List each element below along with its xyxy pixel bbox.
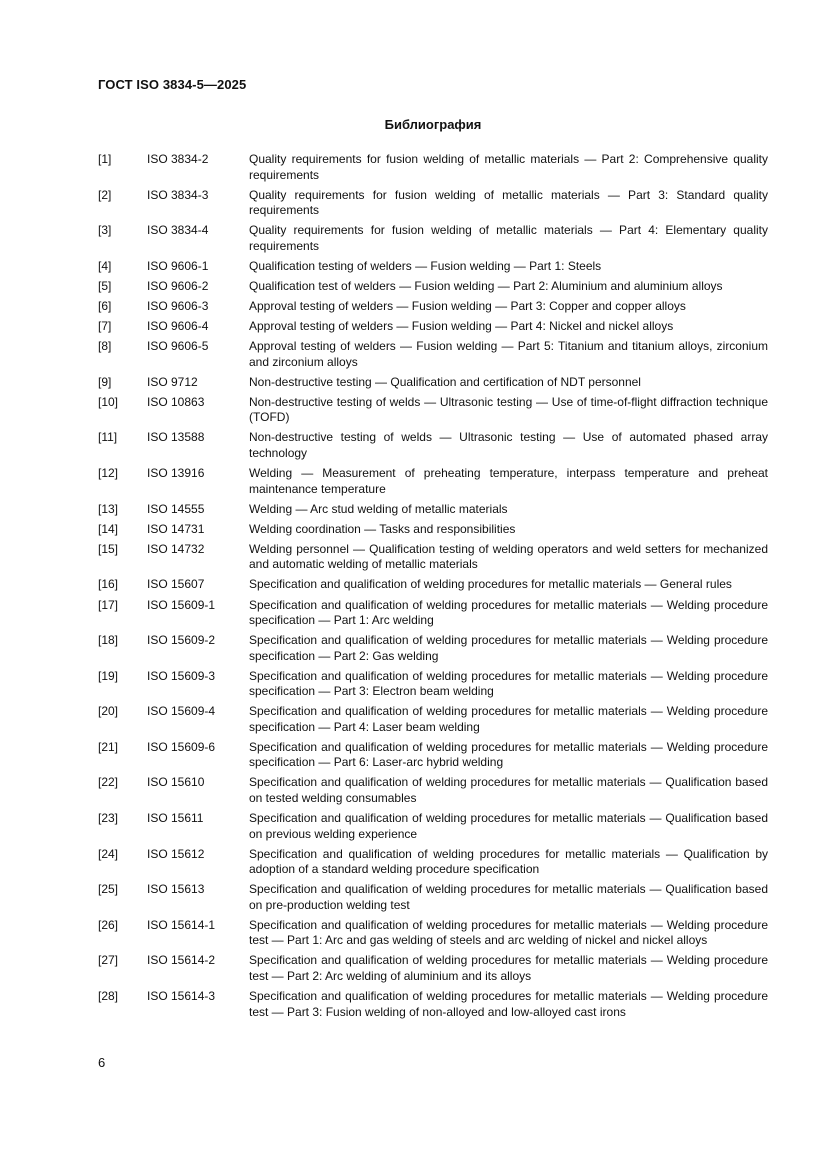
reference-number: [18] (98, 633, 119, 648)
reference-number: [1] (98, 152, 112, 166)
reference-number: [28] (98, 989, 119, 1004)
reference-title: Welding coordination — Tasks and responsibilities (249, 521, 516, 536)
reference-title: Specification and qualification of welding procedures for metallic materials — Welding procedure test — Part 1: Arc and gas welding of steels and arc welding of nickel and nickel alloys (249, 917, 768, 948)
reference-title: Non-destructive testing of welds — Ultrasonic testing — Use of time-of-flight diffraction technique (TOFD) (249, 394, 768, 425)
reference-entry (98, 704, 768, 735)
reference-standard-code: ISO 15609-2 (147, 633, 216, 648)
reference-entry (98, 395, 768, 426)
reference-entry (98, 259, 768, 275)
reference-title: Specification and qualification of welding procedures for metallic materials — Welding procedure test — Part 2: Arc welding of aluminium and its alloys (249, 953, 768, 983)
reference-standard-code: ISO 13916 (147, 466, 205, 481)
reference-standard-code: ISO 3834-2 (147, 152, 209, 166)
reference-entry (98, 502, 768, 518)
reference-title: Approval testing of welders — Fusion welding — Part 4: Nickel and nickel alloys (249, 319, 674, 334)
reference-number: [22] (98, 775, 119, 790)
reference-entry (98, 542, 768, 573)
reference-entry (98, 375, 768, 391)
reference-title: Quality requirements for fusion welding of metallic materials — Part 2: Comprehensive quality requirements (249, 152, 768, 182)
reference-number: [7] (98, 319, 112, 334)
reference-standard-code: ISO 15614-3 (147, 989, 216, 1004)
reference-number: [12] (98, 466, 119, 481)
reference-number: [9] (98, 374, 112, 389)
reference-standard-code: ISO 15612 (147, 846, 205, 861)
reference-title: Specification and qualification of welding procedures for metallic materials — General rules (249, 577, 732, 592)
document-code: ГОСТ ISO 3834-5—2025 (98, 77, 247, 92)
reference-standard-code: ISO 15614-1 (147, 917, 216, 932)
reference-number: [8] (98, 339, 112, 354)
reference-title: Specification and qualification of welding procedures for metallic materials — Qualification by adoption of a standard welding procedure specification (249, 846, 768, 877)
reference-entry (98, 577, 768, 593)
reference-title: Qualification testing of welders — Fusion welding — Part 1: Steels (249, 258, 602, 273)
reference-number: [26] (98, 917, 119, 932)
reference-number: [15] (98, 541, 119, 556)
reference-title: Non-destructive testing — Qualification and certification of NDT personnel (249, 374, 641, 389)
reference-standard-code: ISO 15609-3 (147, 668, 216, 683)
reference-number: [10] (98, 394, 119, 409)
reference-entry (98, 152, 768, 183)
reference-number: [27] (98, 953, 119, 968)
reference-entry (98, 953, 768, 984)
reference-title: Specification and qualification of welding procedures for metallic materials — Welding procedure specification — Part 6: Laser-arc hybrid welding (249, 739, 768, 770)
reference-title: Specification and qualification of welding procedures for metallic materials — Qualification based on tested welding consumables (249, 775, 768, 805)
bibliography-list (98, 152, 768, 1025)
reference-entry (98, 430, 768, 461)
reference-title: Welding — Measurement of preheating temperature, interpass temperature and preheat maintenance temperature (249, 466, 768, 496)
reference-number: [14] (98, 521, 119, 536)
reference-standard-code: ISO 15611 (147, 811, 204, 826)
reference-number: [2] (98, 187, 112, 202)
reference-number: [24] (98, 846, 119, 861)
reference-title: Specification and qualification of welding procedures for metallic materials — Welding procedure specification — Part 1: Arc welding (249, 597, 768, 627)
reference-standard-code: ISO 15613 (147, 882, 205, 897)
reference-entry (98, 633, 768, 664)
reference-standard-code: ISO 10863 (147, 394, 205, 409)
reference-standard-code: ISO 3834-3 (147, 187, 209, 202)
reference-entry (98, 669, 768, 700)
reference-number: [16] (98, 577, 119, 592)
reference-standard-code: ISO 13588 (147, 430, 205, 445)
reference-number: [5] (98, 278, 112, 293)
reference-standard-code: ISO 9712 (147, 374, 198, 389)
reference-entry (98, 989, 768, 1020)
reference-title: Approval testing of welders — Fusion welding — Part 3: Copper and copper alloys (249, 298, 686, 313)
reference-standard-code: ISO 9606-1 (147, 258, 209, 273)
reference-number: [13] (98, 501, 119, 516)
reference-entry (98, 598, 768, 629)
reference-entry (98, 279, 768, 295)
reference-standard-code: ISO 9606-4 (147, 319, 209, 334)
reference-number: [20] (98, 704, 119, 719)
reference-title: Quality requirements for fusion welding of metallic materials — Part 4: Elementary quality requirements (249, 223, 768, 253)
reference-number: [4] (98, 258, 112, 273)
reference-entry (98, 775, 768, 806)
reference-entry (98, 466, 768, 497)
reference-number: [21] (98, 739, 119, 754)
reference-standard-code: ISO 14731 (147, 521, 205, 536)
reference-number: [25] (98, 882, 119, 897)
reference-entry (98, 223, 768, 254)
reference-number: [17] (98, 597, 119, 612)
reference-entry (98, 918, 768, 949)
reference-entry (98, 740, 768, 771)
reference-standard-code: ISO 15609-1 (147, 597, 216, 612)
reference-standard-code: ISO 3834-4 (147, 223, 209, 238)
reference-entry (98, 339, 768, 370)
reference-standard-code: ISO 9606-5 (147, 339, 209, 354)
reference-title: Welding — Arc stud welding of metallic materials (249, 501, 508, 516)
reference-standard-code: ISO 15610 (147, 775, 205, 790)
reference-entry (98, 299, 768, 315)
reference-title: Welding personnel — Qualification testing of welding operators and weld setters for mechanized and automatic welding of metallic materials (249, 541, 768, 572)
reference-standard-code: ISO 15614-2 (147, 953, 216, 968)
reference-title: Specification and qualification of welding procedures for metallic materials — Qualification based on pre-production welding test (249, 882, 768, 912)
reference-entry (98, 319, 768, 335)
reference-title: Quality requirements for fusion welding of metallic materials — Part 3: Standard quality requirements (249, 187, 768, 218)
reference-number: [23] (98, 811, 119, 826)
reference-entry (98, 811, 768, 842)
reference-entry (98, 847, 768, 878)
reference-entry (98, 188, 768, 219)
reference-entry (98, 882, 768, 913)
reference-title: Specification and qualification of welding procedures for metallic materials — Welding procedure test — Part 3: Fusion welding of non-alloyed and low-alloyed cast irons (249, 989, 768, 1019)
reference-standard-code: ISO 15609-6 (147, 739, 216, 754)
reference-title: Specification and qualification of welding procedures for metallic materials — Qualification based on previous welding experience (249, 811, 768, 841)
reference-title: Qualification test of welders — Fusion welding — Part 2: Aluminium and aluminium alloys (249, 278, 723, 293)
reference-standard-code: ISO 15609-4 (147, 704, 216, 719)
reference-standard-code: ISO 9606-3 (147, 298, 209, 313)
reference-title: Specification and qualification of welding procedures for metallic materials — Welding procedure specification — Part 4: Laser beam welding (249, 704, 768, 734)
reference-standard-code: ISO 15607 (147, 577, 205, 592)
bibliography-title: Библиография (384, 117, 482, 132)
reference-number: [19] (98, 668, 119, 683)
reference-title: Specification and qualification of welding procedures for metallic materials — Welding procedure specification — Part 2: Gas welding (249, 633, 768, 663)
reference-title: Non-destructive testing of welds — Ultrasonic testing — Use of automated phased array technology (249, 430, 768, 460)
reference-title: Approval testing of welders — Fusion welding — Part 5: Titanium and titanium alloys, zirconium and zirconium alloys (249, 339, 768, 369)
reference-number: [3] (98, 223, 112, 238)
reference-standard-code: ISO 14732 (147, 541, 205, 556)
reference-title: Specification and qualification of welding procedures for metallic materials — Welding procedure specification — Part 3: Electron beam welding (249, 668, 768, 699)
reference-standard-code: ISO 14555 (147, 501, 205, 516)
reference-number: [11] (98, 430, 118, 445)
page-number: 6 (98, 1055, 106, 1070)
reference-number: [6] (98, 298, 112, 313)
reference-entry (98, 522, 768, 538)
reference-standard-code: ISO 9606-2 (147, 278, 209, 293)
